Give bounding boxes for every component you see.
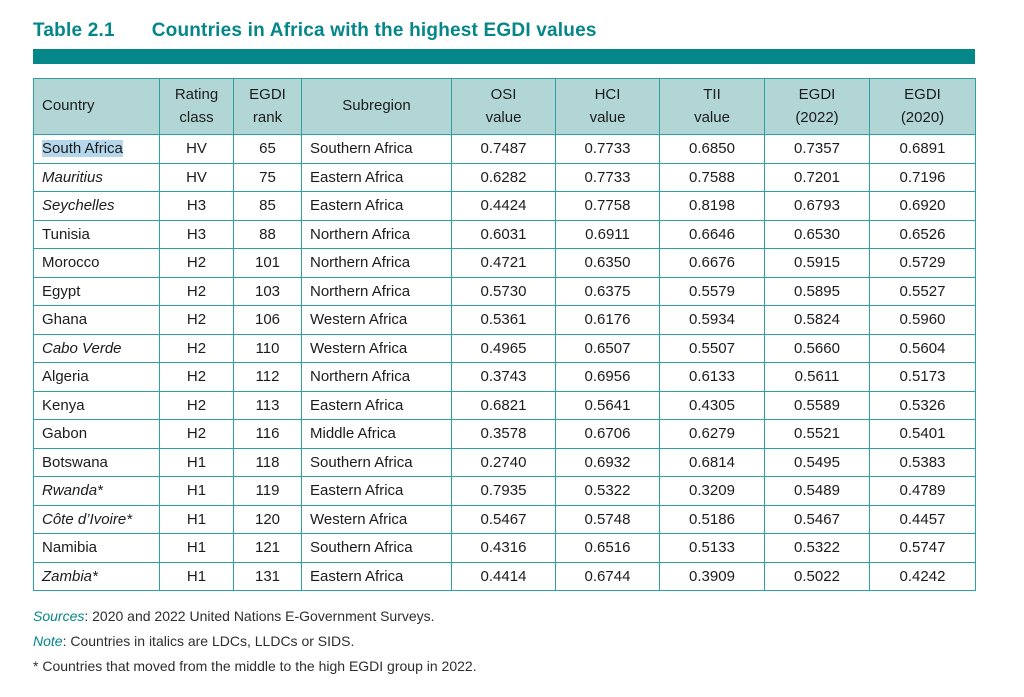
country-name: Botswana — [42, 453, 108, 471]
cell-subregion: Southern Africa — [302, 448, 452, 477]
cell-egdi_2020: 0.7196 — [870, 163, 976, 192]
cell-rating_class: H1 — [160, 477, 234, 506]
cell-osi_value: 0.6282 — [452, 163, 556, 192]
table-row — [34, 135, 976, 164]
cell-osi_value: 0.3578 — [452, 420, 556, 449]
cell-osi_value: 0.5361 — [452, 306, 556, 335]
table-row — [34, 534, 976, 563]
cell-hci_value: 0.6911 — [556, 220, 660, 249]
cell-hci_value: 0.6516 — [556, 534, 660, 563]
cell-subregion: Eastern Africa — [302, 477, 452, 506]
cell-country — [34, 448, 160, 477]
sources-label: Sources — [33, 608, 85, 624]
cell-egdi_2020: 0.5747 — [870, 534, 976, 563]
cell-tii_value: 0.7588 — [660, 163, 765, 192]
cell-egdi_2022: 0.5824 — [765, 306, 870, 335]
page-title: Countries in Africa with the highest EGDI values — [151, 20, 597, 41]
cell-country — [34, 163, 160, 192]
table-row — [34, 562, 976, 591]
cell-egdi_rank: 116 — [234, 420, 302, 449]
cell-egdi_2020: 0.4789 — [870, 477, 976, 506]
cell-subregion: Western Africa — [302, 505, 452, 534]
table-body — [34, 135, 976, 591]
cell-egdi_rank: 113 — [234, 391, 302, 420]
asterisk-text: * Countries that moved from the middle to the high EGDI group in 2022. — [33, 658, 477, 674]
cell-rating_class: H2 — [160, 249, 234, 278]
cell-country — [34, 277, 160, 306]
table-header-row — [34, 79, 976, 135]
table-row — [34, 249, 976, 278]
cell-tii_value: 0.5934 — [660, 306, 765, 335]
table-row — [34, 163, 976, 192]
cell-rating_class: H2 — [160, 391, 234, 420]
cell-tii_value: 0.6646 — [660, 220, 765, 249]
cell-tii_value: 0.6676 — [660, 249, 765, 278]
cell-egdi_rank: 101 — [234, 249, 302, 278]
table-row — [34, 505, 976, 534]
cell-egdi_2020: 0.6920 — [870, 192, 976, 221]
cell-rating_class: H2 — [160, 334, 234, 363]
cell-egdi_rank: 88 — [234, 220, 302, 249]
col-header-osi_value: OSI value — [452, 79, 556, 135]
selected-text: South Africa — [42, 140, 123, 158]
footnote-note — [33, 629, 991, 654]
cell-egdi_2022: 0.5322 — [765, 534, 870, 563]
cell-tii_value: 0.5579 — [660, 277, 765, 306]
cell-hci_value: 0.6176 — [556, 306, 660, 335]
cell-egdi_rank: 118 — [234, 448, 302, 477]
cell-country — [34, 505, 160, 534]
table-number: Table 2.1 — [33, 20, 115, 41]
cell-subregion: Eastern Africa — [302, 562, 452, 591]
table-row — [34, 277, 976, 306]
table-row — [34, 220, 976, 249]
cell-egdi_2020: 0.5326 — [870, 391, 976, 420]
cell-egdi_2022: 0.5495 — [765, 448, 870, 477]
cell-egdi_2020: 0.4457 — [870, 505, 976, 534]
cell-hci_value: 0.6350 — [556, 249, 660, 278]
cell-subregion: Eastern Africa — [302, 163, 452, 192]
cell-egdi_rank: 119 — [234, 477, 302, 506]
cell-egdi_2022: 0.6793 — [765, 192, 870, 221]
cell-subregion: Western Africa — [302, 306, 452, 335]
table-caption — [33, 20, 991, 42]
cell-egdi_2020: 0.5729 — [870, 249, 976, 278]
cell-osi_value: 0.7487 — [452, 135, 556, 164]
country-name: Rwanda* — [42, 482, 103, 500]
cell-egdi_2020: 0.5383 — [870, 448, 976, 477]
cell-hci_value: 0.7733 — [556, 163, 660, 192]
egdi-table — [33, 78, 976, 591]
cell-osi_value: 0.5730 — [452, 277, 556, 306]
country-name: Ghana — [42, 311, 88, 329]
country-name: Egypt — [42, 282, 81, 300]
cell-egdi_2022: 0.5589 — [765, 391, 870, 420]
cell-egdi_rank: 85 — [234, 192, 302, 221]
col-header-tii_value: TII value — [660, 79, 765, 135]
table-row — [34, 477, 976, 506]
note-label: Note — [33, 633, 63, 649]
cell-egdi_2022: 0.5489 — [765, 477, 870, 506]
cell-rating_class: H2 — [160, 306, 234, 335]
note-text: : Countries in italics are LDCs, LLDCs or SIDS. — [62, 633, 355, 649]
cell-tii_value: 0.4305 — [660, 391, 765, 420]
cell-country — [34, 534, 160, 563]
cell-tii_value: 0.8198 — [660, 192, 765, 221]
cell-osi_value: 0.6031 — [452, 220, 556, 249]
cell-hci_value: 0.7733 — [556, 135, 660, 164]
cell-country — [34, 391, 160, 420]
cell-rating_class: H1 — [160, 534, 234, 563]
cell-egdi_2022: 0.7357 — [765, 135, 870, 164]
cell-egdi_2022: 0.5521 — [765, 420, 870, 449]
country-name: Zambia* — [42, 567, 98, 585]
cell-rating_class: H2 — [160, 420, 234, 449]
cell-egdi_2022: 0.5895 — [765, 277, 870, 306]
cell-egdi_rank: 112 — [234, 363, 302, 392]
cell-egdi_rank: 120 — [234, 505, 302, 534]
col-header-hci_value: HCI value — [556, 79, 660, 135]
cell-rating_class: HV — [160, 163, 234, 192]
country-name: Algeria — [42, 368, 89, 386]
cell-rating_class: H3 — [160, 220, 234, 249]
cell-hci_value: 0.6956 — [556, 363, 660, 392]
col-header-subregion: Subregion — [302, 79, 452, 135]
cell-tii_value: 0.6279 — [660, 420, 765, 449]
country-name: Namibia — [42, 539, 98, 557]
caption-divider-bar — [33, 49, 975, 64]
cell-country — [34, 562, 160, 591]
footnote-sources — [33, 604, 991, 629]
cell-osi_value: 0.4424 — [452, 192, 556, 221]
cell-tii_value: 0.5133 — [660, 534, 765, 563]
cell-osi_value: 0.7935 — [452, 477, 556, 506]
country-name: Kenya — [42, 396, 85, 414]
country-name: Mauritius — [42, 168, 103, 186]
footnote-asterisk — [33, 654, 991, 679]
cell-country — [34, 220, 160, 249]
cell-egdi_2020: 0.5604 — [870, 334, 976, 363]
col-header-egdi_2022: EGDI (2022) — [765, 79, 870, 135]
cell-osi_value: 0.2740 — [452, 448, 556, 477]
col-header-egdi_rank: EGDI rank — [234, 79, 302, 135]
cell-subregion: Northern Africa — [302, 249, 452, 278]
cell-egdi_2020: 0.5527 — [870, 277, 976, 306]
cell-country — [34, 334, 160, 363]
cell-hci_value: 0.6744 — [556, 562, 660, 591]
cell-egdi_rank: 75 — [234, 163, 302, 192]
table-row — [34, 363, 976, 392]
country-name: Cabo Verde — [42, 339, 122, 357]
cell-egdi_rank: 103 — [234, 277, 302, 306]
cell-subregion: Northern Africa — [302, 277, 452, 306]
cell-subregion: Southern Africa — [302, 135, 452, 164]
cell-egdi_rank: 106 — [234, 306, 302, 335]
cell-subregion: Southern Africa — [302, 534, 452, 563]
cell-osi_value: 0.3743 — [452, 363, 556, 392]
cell-tii_value: 0.6850 — [660, 135, 765, 164]
cell-osi_value: 0.5467 — [452, 505, 556, 534]
country-name: Côte d’Ivoire* — [42, 510, 133, 528]
table-row — [34, 448, 976, 477]
cell-egdi_2020: 0.6891 — [870, 135, 976, 164]
cell-rating_class: HV — [160, 135, 234, 164]
col-header-egdi_2020: EGDI (2020) — [870, 79, 976, 135]
table-row — [34, 306, 976, 335]
cell-egdi_2020: 0.4242 — [870, 562, 976, 591]
cell-egdi_rank: 65 — [234, 135, 302, 164]
table-row — [34, 391, 976, 420]
cell-rating_class: H1 — [160, 448, 234, 477]
cell-hci_value: 0.5641 — [556, 391, 660, 420]
cell-tii_value: 0.6133 — [660, 363, 765, 392]
cell-osi_value: 0.4414 — [452, 562, 556, 591]
cell-hci_value: 0.6706 — [556, 420, 660, 449]
cell-egdi_2022: 0.5660 — [765, 334, 870, 363]
cell-hci_value: 0.5748 — [556, 505, 660, 534]
cell-egdi_2020: 0.5960 — [870, 306, 976, 335]
country-name: Seychelles — [42, 197, 115, 215]
table-row — [34, 334, 976, 363]
cell-hci_value: 0.7758 — [556, 192, 660, 221]
cell-country — [34, 420, 160, 449]
cell-country — [34, 477, 160, 506]
cell-subregion: Eastern Africa — [302, 192, 452, 221]
cell-hci_value: 0.6375 — [556, 277, 660, 306]
table-row — [34, 192, 976, 221]
cell-country — [34, 249, 160, 278]
cell-tii_value: 0.6814 — [660, 448, 765, 477]
cell-egdi_2022: 0.6530 — [765, 220, 870, 249]
footnotes — [33, 604, 991, 679]
cell-egdi_2020: 0.5401 — [870, 420, 976, 449]
cell-egdi_2022: 0.5467 — [765, 505, 870, 534]
cell-osi_value: 0.4965 — [452, 334, 556, 363]
cell-country — [34, 192, 160, 221]
cell-tii_value: 0.3209 — [660, 477, 765, 506]
cell-rating_class: H1 — [160, 505, 234, 534]
country-name: Gabon — [42, 425, 88, 443]
cell-rating_class: H2 — [160, 277, 234, 306]
cell-osi_value: 0.4316 — [452, 534, 556, 563]
cell-egdi_2022: 0.5611 — [765, 363, 870, 392]
cell-egdi_2022: 0.7201 — [765, 163, 870, 192]
cell-egdi_rank: 121 — [234, 534, 302, 563]
cell-egdi_rank: 131 — [234, 562, 302, 591]
cell-osi_value: 0.6821 — [452, 391, 556, 420]
cell-hci_value: 0.5322 — [556, 477, 660, 506]
cell-hci_value: 0.6932 — [556, 448, 660, 477]
col-header-country: Country — [34, 79, 160, 135]
cell-tii_value: 0.5507 — [660, 334, 765, 363]
table-row — [34, 420, 976, 449]
cell-tii_value: 0.5186 — [660, 505, 765, 534]
cell-osi_value: 0.4721 — [452, 249, 556, 278]
cell-subregion: Northern Africa — [302, 363, 452, 392]
country-name: Morocco — [42, 254, 100, 272]
cell-tii_value: 0.3909 — [660, 562, 765, 591]
cell-egdi_2022: 0.5915 — [765, 249, 870, 278]
cell-country — [34, 363, 160, 392]
sources-text: : 2020 and 2022 United Nations E-Government Surveys. — [84, 608, 435, 624]
cell-egdi_2020: 0.6526 — [870, 220, 976, 249]
cell-subregion: Western Africa — [302, 334, 452, 363]
cell-rating_class: H3 — [160, 192, 234, 221]
cell-country — [34, 306, 160, 335]
cell-egdi_rank: 110 — [234, 334, 302, 363]
country-name: Tunisia — [42, 225, 90, 243]
col-header-rating_class: Rating class — [160, 79, 234, 135]
cell-subregion: Northern Africa — [302, 220, 452, 249]
cell-country — [34, 135, 160, 164]
cell-egdi_2022: 0.5022 — [765, 562, 870, 591]
cell-subregion: Eastern Africa — [302, 391, 452, 420]
cell-subregion: Middle Africa — [302, 420, 452, 449]
cell-hci_value: 0.6507 — [556, 334, 660, 363]
cell-rating_class: H2 — [160, 363, 234, 392]
cell-rating_class: H1 — [160, 562, 234, 591]
cell-egdi_2020: 0.5173 — [870, 363, 976, 392]
